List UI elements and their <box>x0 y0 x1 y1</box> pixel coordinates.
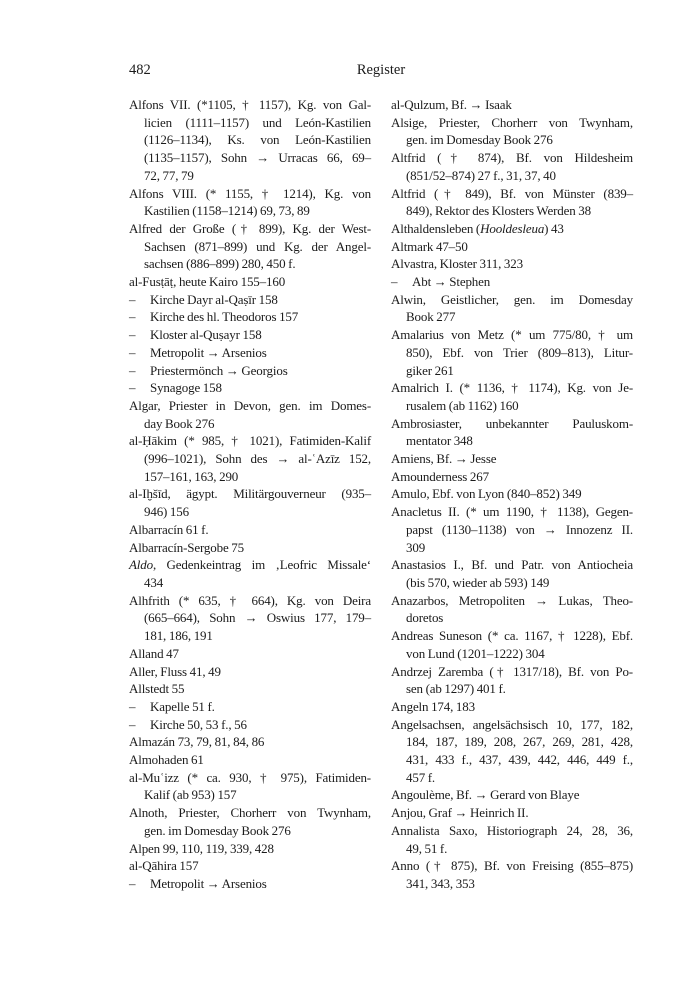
text-run: Kirche Dayr al-Qaṣīr 158 <box>150 291 278 307</box>
index-entry <box>391 149 633 184</box>
index-entry <box>391 716 633 787</box>
index-line <box>391 149 633 167</box>
text-run: 72, 77, 79 <box>144 167 194 183</box>
index-line <box>391 114 633 132</box>
index-line <box>391 627 633 645</box>
index-line <box>129 769 371 787</box>
index-line <box>391 273 633 291</box>
text-run: Angoulème, Bf. → Gerard von Blaye <box>391 787 580 803</box>
index-line <box>129 432 371 450</box>
index-line <box>391 468 633 486</box>
index-line <box>391 397 633 415</box>
text-run: Amalrich I. (* 1136, † 1174), Kg. von Je- <box>391 380 633 396</box>
index-entry <box>129 556 371 591</box>
text-run: sen (ab 1297) 401 f. <box>406 681 506 697</box>
text-run: Synagoge 158 <box>150 380 222 396</box>
text-run: Kastilien (1158–1214) 69, 73, 89 <box>144 203 310 219</box>
text-run: Allstedt 55 <box>129 681 185 697</box>
index-line <box>129 291 371 309</box>
index-line <box>391 450 633 468</box>
text-run: 157–161, 163, 290 <box>144 468 239 484</box>
text-run: Altfrid († 849), Bf. von Münster (839– <box>391 185 633 201</box>
text-run: Alpen 99, 110, 119, 339, 428 <box>129 840 274 856</box>
text-run: Alland 47 <box>129 645 179 661</box>
text-run: al-Qulzum, Bf. → Isaak <box>391 97 512 112</box>
index-subentry <box>391 273 633 291</box>
index-entry <box>129 751 371 769</box>
index-line <box>391 362 633 380</box>
index-subentry <box>129 875 371 893</box>
text-run: al-Qāhira 157 <box>129 858 199 874</box>
text-run: 457 f. <box>406 769 436 785</box>
index-line <box>129 521 371 539</box>
index-line <box>129 238 371 256</box>
index-entry <box>391 804 633 822</box>
index-line <box>129 733 371 751</box>
index-entry <box>129 185 371 220</box>
index-line <box>129 344 371 362</box>
index-entry <box>391 96 633 114</box>
text-run: papst (1130–1138) von → Innozenz II. <box>406 521 633 537</box>
index-entry <box>129 804 371 839</box>
text-run: doretos <box>406 610 444 626</box>
index-line <box>129 379 371 397</box>
index-line <box>129 663 371 681</box>
text-run: Amounderness 267 <box>391 468 489 484</box>
index-entry <box>391 556 633 591</box>
index-line <box>391 804 633 822</box>
text-run: Alvastra, Kloster 311, 323 <box>391 256 523 272</box>
text-run: Metropolit → Arsenios <box>150 875 267 891</box>
index-entry <box>129 539 371 557</box>
index-line <box>391 291 633 309</box>
subentry-dash: – <box>129 716 136 732</box>
index-line <box>129 131 371 149</box>
index-entry <box>129 663 371 681</box>
index-line <box>129 698 371 716</box>
index-entry <box>391 415 633 450</box>
text-run: Alfons VII. (*1105, † 1157), Kg. von Gal- <box>129 97 371 112</box>
index-entry <box>129 397 371 432</box>
text-run: gen. im Domesday Book 276 <box>144 822 291 838</box>
index-line <box>391 167 633 185</box>
index-line <box>391 308 633 326</box>
text-run: Amulo, Ebf. von Lyon (840–852) 349 <box>391 486 582 502</box>
text-run: (1135–1157), Sohn → Urracas 66, 69– <box>144 150 371 166</box>
index-entry <box>391 220 633 238</box>
text-run: Alhfrith (* 635, † 664), Kg. von Deira <box>129 592 371 608</box>
index-line <box>391 521 633 539</box>
index-subentry <box>129 716 371 734</box>
text-run: Andrzej Zaremba († 1317/18), Bf. von Po- <box>391 663 633 679</box>
index-line <box>129 185 371 203</box>
index-line <box>391 539 633 557</box>
index-line <box>129 574 371 592</box>
text-run: 341, 343, 353 <box>406 875 475 891</box>
index-line <box>129 627 371 645</box>
italic-text-run: Hooldesleua <box>480 220 545 236</box>
index-line <box>391 840 633 858</box>
text-run: Altmark 47–50 <box>391 238 468 254</box>
index-line <box>129 415 371 433</box>
index-line <box>391 432 633 450</box>
index-entry <box>129 733 371 751</box>
index-subentry <box>129 698 371 716</box>
subentry-dash: – <box>129 875 136 891</box>
index-line <box>129 308 371 326</box>
text-run: Alfons VIII. (* 1155, † 1214), Kg. von <box>129 185 371 201</box>
index-line <box>391 716 633 734</box>
text-run: 850), Ebf. von Trier (809–813), Litur- <box>406 344 633 360</box>
index-line <box>129 804 371 822</box>
index-line <box>391 769 633 787</box>
index-line <box>129 397 371 415</box>
index-line <box>129 326 371 344</box>
index-line <box>129 786 371 804</box>
index-entry <box>129 857 371 875</box>
index-line <box>129 485 371 503</box>
text-run: Abt → Stephen <box>412 274 491 290</box>
text-run: gen. im Domesday Book 276 <box>406 132 553 148</box>
text-run: licien (1111–1157) und León-Kastilien <box>144 114 371 130</box>
index-line <box>129 273 371 291</box>
text-run: Anno († 875), Bf. von Freising (855–875) <box>391 858 633 874</box>
index-entry <box>391 698 633 716</box>
text-run: Alsige, Priester, Chorherr von Twynham, <box>391 114 633 130</box>
index-entry <box>391 238 633 256</box>
subentry-dash: – <box>129 362 136 378</box>
index-line <box>391 238 633 256</box>
text-run: Kirche des hl. Theodoros 157 <box>150 309 299 325</box>
index-subentry <box>129 291 371 309</box>
text-run: Amalarius von Metz (* um 775/80, † um <box>391 327 633 343</box>
index-columns <box>129 96 633 893</box>
index-line <box>129 751 371 769</box>
text-run: Amiens, Bf. → Jesse <box>391 451 497 467</box>
text-run: ) 43 <box>544 220 564 236</box>
index-entry <box>391 503 633 556</box>
index-line <box>391 751 633 769</box>
index-entry <box>391 450 633 468</box>
index-entry <box>391 627 633 662</box>
index-line <box>129 840 371 858</box>
index-entry <box>391 114 633 149</box>
text-run: Metropolit → Arsenios <box>150 344 267 360</box>
index-line <box>129 822 371 840</box>
index-subentry <box>129 344 371 362</box>
text-run: Alwin, Geistlicher, gen. im Domesday <box>391 291 633 307</box>
text-run: Almohaden 61 <box>129 752 204 768</box>
italic-text-run: Aldo <box>129 557 153 573</box>
index-line <box>391 485 633 503</box>
text-run: 184, 187, 189, 208, 267, 269, 281, 428, <box>406 734 633 750</box>
index-line <box>129 875 371 893</box>
index-entry <box>391 485 633 503</box>
text-run: (851/52–874) 27 f., 31, 37, 40 <box>406 167 556 183</box>
index-line <box>129 167 371 185</box>
text-run: day Book 276 <box>144 415 215 431</box>
text-run: Anastasios I., Bf. und Patr. von Antiocheia <box>391 557 633 573</box>
index-line <box>391 645 633 663</box>
index-entry <box>129 96 371 185</box>
index-entry <box>129 645 371 663</box>
index-line <box>129 556 371 574</box>
subentry-dash: – <box>129 344 136 360</box>
index-line <box>391 822 633 840</box>
index-line <box>129 539 371 557</box>
page-header <box>129 60 633 80</box>
index-column-left <box>129 96 371 893</box>
index-subentry <box>129 326 371 344</box>
index-line <box>391 609 633 627</box>
subentry-dash: – <box>129 380 136 396</box>
index-entry <box>391 468 633 486</box>
index-subentry <box>129 379 371 397</box>
index-line <box>129 114 371 132</box>
text-run: Albarracín-Sergobe 75 <box>129 539 244 555</box>
text-run: Ambrosiaster, unbekannter Pauluskom- <box>391 415 633 431</box>
index-entry <box>391 786 633 804</box>
index-entry <box>129 769 371 804</box>
index-line <box>391 344 633 362</box>
text-run: 181, 186, 191 <box>144 628 213 644</box>
index-line <box>391 202 633 220</box>
text-run: Kirche 50, 53 f., 56 <box>150 716 247 732</box>
text-run: Altfrid († 874), Bf. von Hildesheim <box>391 150 633 166</box>
subentry-dash: – <box>129 309 136 325</box>
text-run: (1126–1134), Ks. von León-Kastilien <box>144 132 371 148</box>
text-run: al-Muʿizz (* ca. 930, † 975), Fatimiden- <box>129 769 371 785</box>
text-run: 49, 51 f. <box>406 840 448 856</box>
index-line <box>391 96 633 114</box>
index-line <box>129 362 371 380</box>
text-run: Priestermönch → Georgios <box>150 362 288 378</box>
index-entry <box>129 273 371 291</box>
subentry-dash: – <box>129 698 136 714</box>
text-run: 849), Rektor des Klosters Werden 38 <box>406 203 591 219</box>
text-run: giker 261 <box>406 362 454 378</box>
text-run: Alfred der Große († 899), Kg. der West- <box>129 220 371 236</box>
page-number: 482 <box>129 62 151 78</box>
index-line <box>391 663 633 681</box>
text-run: Althaldensleben ( <box>391 220 481 236</box>
index-line <box>391 131 633 149</box>
index-entry <box>129 680 371 698</box>
index-line <box>129 255 371 273</box>
index-line <box>129 468 371 486</box>
index-entry <box>391 326 633 379</box>
index-line <box>391 503 633 521</box>
index-subentry <box>129 308 371 326</box>
index-line <box>391 556 633 574</box>
text-run: (665–664), Sohn → Oswius 177, 179– <box>144 610 371 626</box>
text-run: al-Iḫšīd, ägypt. Militärgouverneur (935– <box>129 486 371 502</box>
text-run: al-Ḥākim (* 985, † 1021), Fatimiden-Kalif <box>129 433 371 449</box>
index-subentry <box>129 362 371 380</box>
index-line <box>129 220 371 238</box>
text-run: Book 277 <box>406 309 456 325</box>
index-line <box>129 716 371 734</box>
index-line <box>391 592 633 610</box>
text-run: 946) 156 <box>144 504 189 520</box>
index-line <box>129 609 371 627</box>
text-run: von Lund (1201–1222) 304 <box>406 645 545 661</box>
index-line <box>391 574 633 592</box>
subentry-dash: – <box>129 327 136 343</box>
subentry-dash: – <box>391 274 398 290</box>
running-title: Register <box>356 62 406 78</box>
index-line <box>129 96 371 114</box>
text-run: al-Fusṭāṭ, heute Kairo 155–160 <box>129 274 286 290</box>
index-line <box>391 680 633 698</box>
text-run: Algar, Priester in Devon, gen. im Domes- <box>129 397 371 413</box>
index-entry <box>391 291 633 326</box>
index-line <box>129 450 371 468</box>
text-run: Alnoth, Priester, Chorherr von Twynham, <box>129 805 371 821</box>
index-entry <box>391 379 633 414</box>
index-entry <box>391 592 633 627</box>
index-line <box>129 857 371 875</box>
text-run: (bis 570, wieder ab 593) 149 <box>406 574 550 590</box>
text-run: Anacletus II. (* um 1190, † 1138), Gegen- <box>391 504 633 520</box>
text-run: , Gedenkeintrag im ‚Leofric Missale‘ <box>152 557 371 573</box>
index-line <box>129 592 371 610</box>
text-run: Kloster al-Quṣayr 158 <box>150 327 262 343</box>
index-entry <box>129 521 371 539</box>
index-line <box>391 255 633 273</box>
index-entry <box>129 840 371 858</box>
index-line <box>391 326 633 344</box>
index-line <box>391 698 633 716</box>
text-run: Aller, Fluss 41, 49 <box>129 663 221 679</box>
text-run: Kapelle 51 f. <box>150 698 215 714</box>
index-line <box>129 503 371 521</box>
index-entry <box>391 822 633 857</box>
index-line <box>391 733 633 751</box>
index-line <box>129 680 371 698</box>
index-line <box>391 786 633 804</box>
text-run: 434 <box>144 574 164 590</box>
index-line <box>391 220 633 238</box>
text-run: rusalem (ab 1162) 160 <box>406 397 519 413</box>
index-entry <box>391 185 633 220</box>
index-line <box>391 379 633 397</box>
text-run: Almazán 73, 79, 81, 84, 86 <box>129 734 265 750</box>
text-run: 431, 433 f., 437, 439, 442, 446, 449 f., <box>406 752 633 768</box>
index-entry <box>391 857 633 892</box>
index-column-right <box>391 96 633 893</box>
index-line <box>391 875 633 893</box>
index-entry <box>391 255 633 273</box>
index-line <box>391 185 633 203</box>
text-run: Andreas Suneson (* ca. 1167, † 1228), Ebf. <box>391 628 633 644</box>
index-line <box>391 415 633 433</box>
index-line <box>129 149 371 167</box>
index-entry <box>129 485 371 520</box>
text-run: Sachsen (871–899) und Kg. der Angel- <box>144 238 371 254</box>
index-line <box>391 857 633 875</box>
subentry-dash: – <box>129 291 136 307</box>
index-entry <box>129 592 371 645</box>
text-run: Kalif (ab 953) 157 <box>144 787 237 803</box>
text-run: sachsen (886–899) 280, 450 f. <box>144 256 296 272</box>
index-entry <box>129 432 371 485</box>
index-line <box>129 645 371 663</box>
index-line <box>129 202 371 220</box>
text-run: mentator 348 <box>406 433 473 449</box>
index-entry <box>391 663 633 698</box>
text-run: Annalista Saxo, Historiograph 24, 28, 36, <box>391 822 633 838</box>
index-entry <box>129 220 371 273</box>
text-run: Albarracín 61 f. <box>129 521 209 537</box>
text-run: 309 <box>406 539 426 555</box>
text-run: Angeln 174, 183 <box>391 698 475 714</box>
text-run: (996–1021), Sohn des → al-ʿAzīz 152, <box>144 451 371 467</box>
text-run: Angelsachsen, angelsächsisch 10, 177, 182, <box>391 716 633 732</box>
text-run: Anjou, Graf → Heinrich II. <box>391 805 529 821</box>
text-run: Anazarbos, Metropoliten → Lukas, Theo- <box>391 592 633 608</box>
